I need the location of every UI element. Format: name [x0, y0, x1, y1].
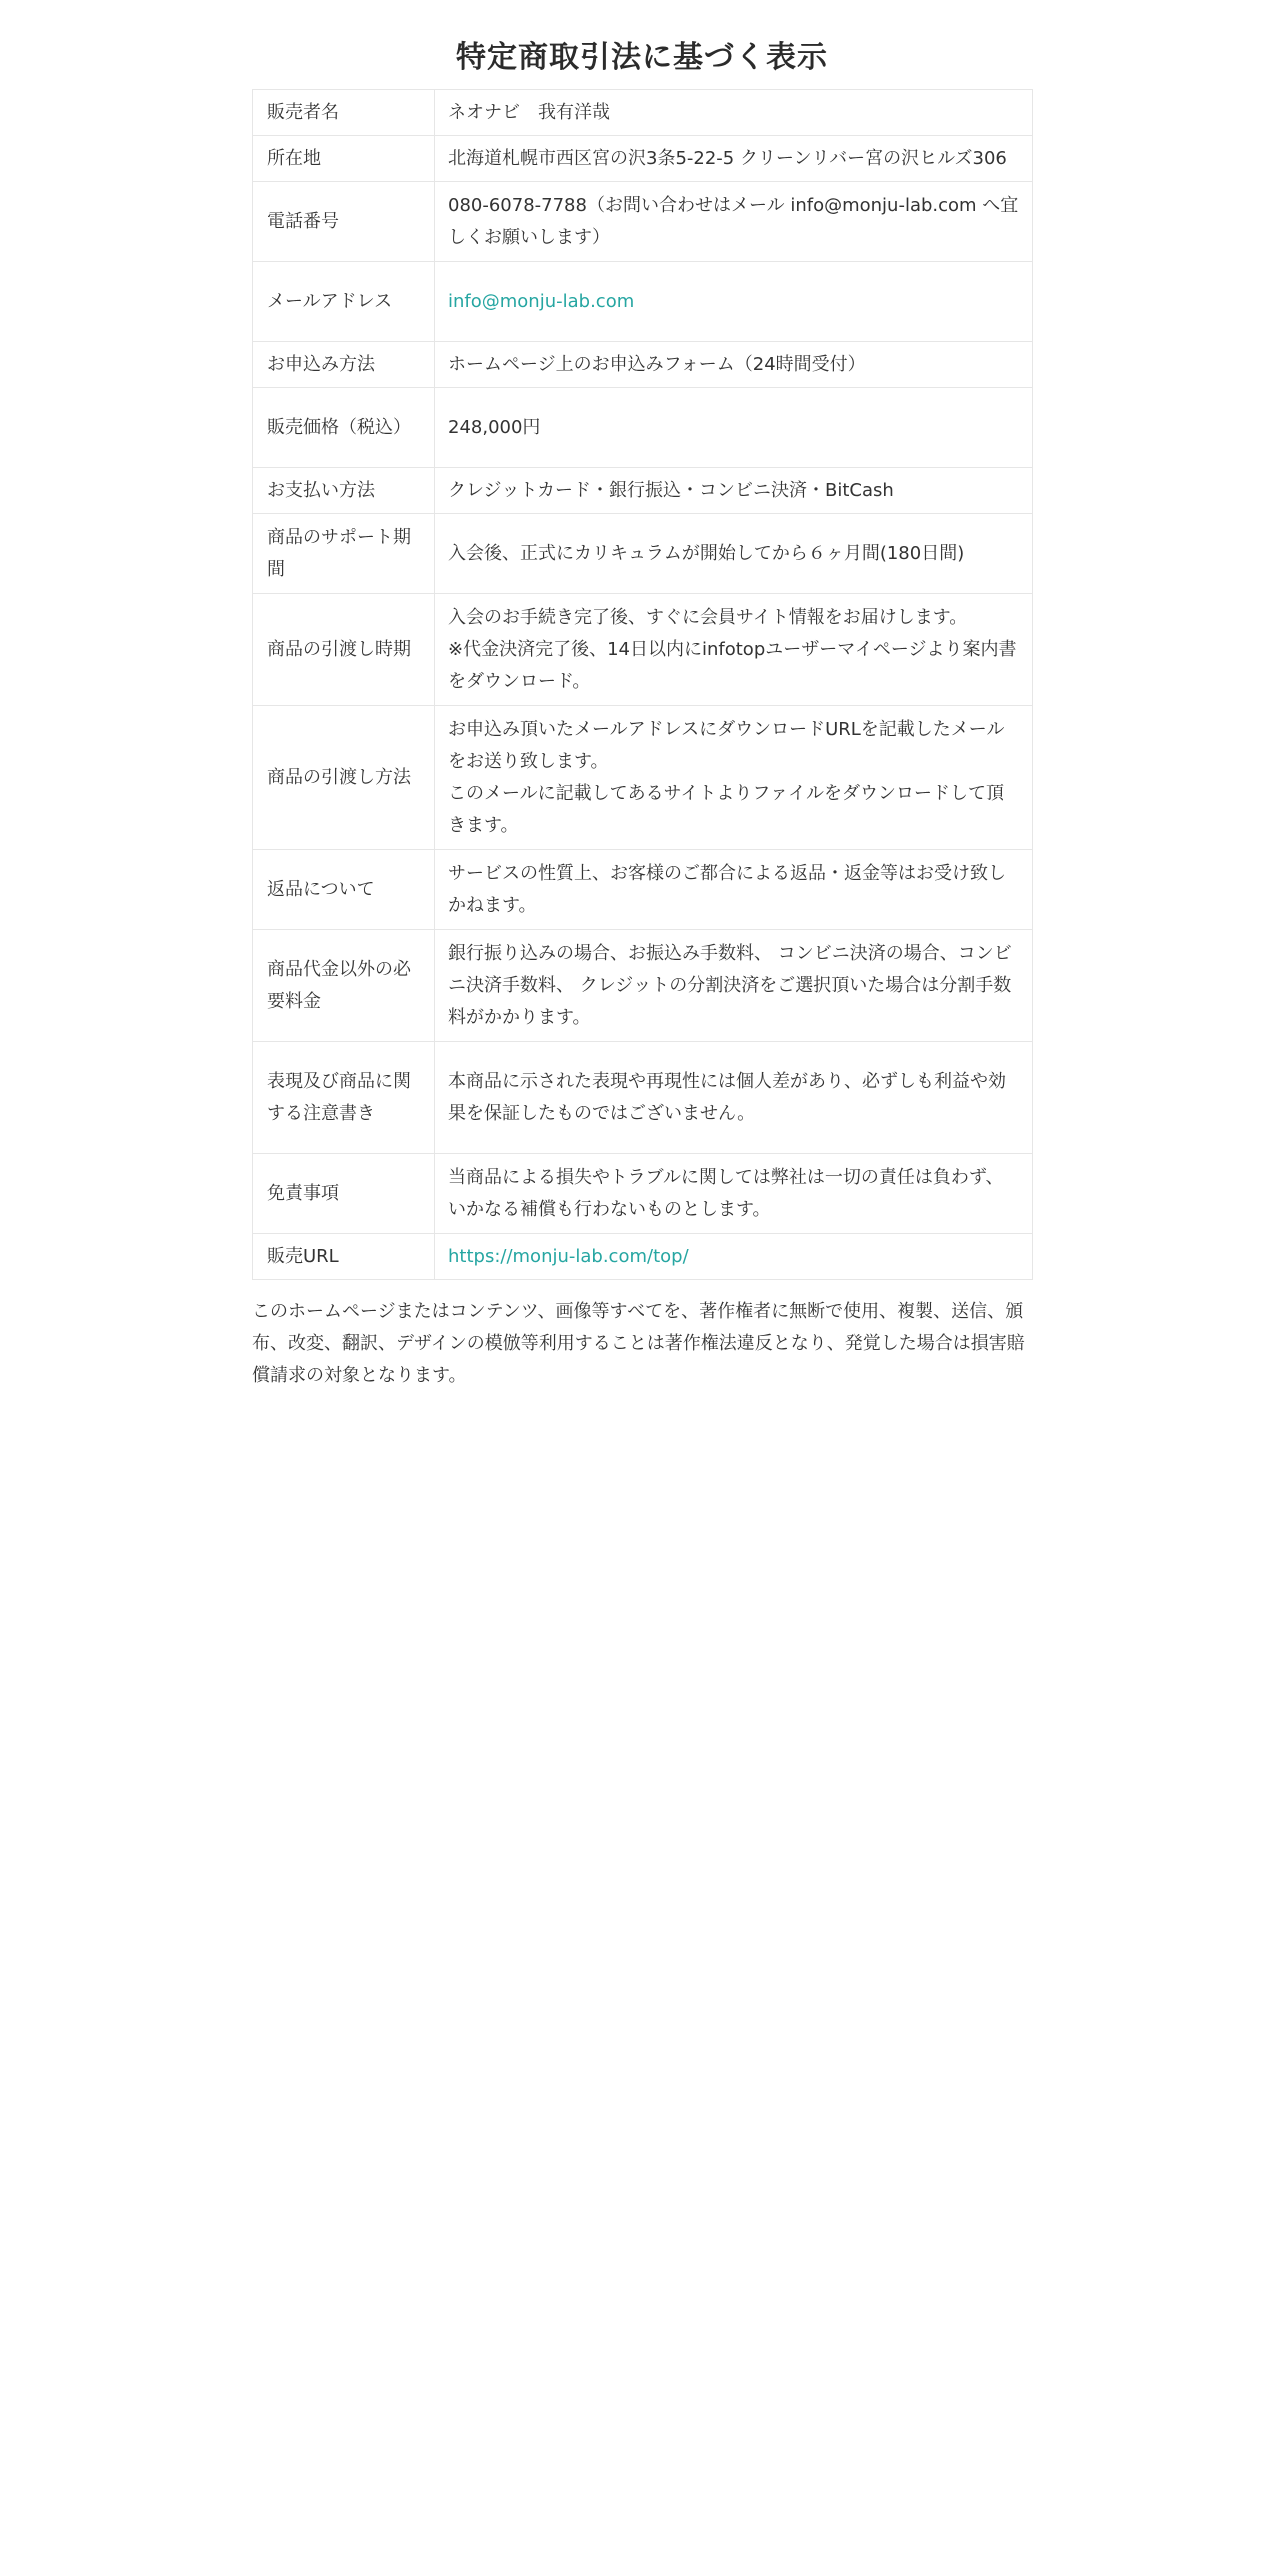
row-label: 電話番号 [253, 182, 435, 262]
row-value: ネオナビ 我有洋哉 [435, 90, 1033, 136]
row-value: 銀行振り込みの場合、お振込み手数料、 コンビニ決済の場合、コンビニ決済手数料、 クレジットの分割決済をご選択頂いた場合は分割手数料がかかります。 [435, 930, 1033, 1042]
table-row-delivery-method [253, 706, 1033, 850]
value-line: ※代金決済完了後、14日以内にinfotopユーザーマイページより案内書をダウンロード。 [448, 638, 1017, 692]
table-row-returns [253, 850, 1033, 930]
row-value: クレジットカード・銀行振込・コンビニ決済・BitCash [435, 468, 1033, 514]
table-row-extra-fees [253, 930, 1033, 1042]
table-row-disclaimer [253, 1154, 1033, 1234]
row-value: 当商品による損失やトラブルに関しては弊社は一切の責任は負わず、 いかなる補償も行わないものとします。 [435, 1154, 1033, 1234]
row-value: 080-6078-7788（お問い合わせはメール info@monju-lab.com へ宜しくお願いします） [435, 182, 1033, 262]
table-row-sales-url [253, 1234, 1033, 1280]
table-row-support-period [253, 514, 1033, 594]
row-label: 商品の引渡し時期 [253, 594, 435, 706]
row-value: サービスの性質上、お客様のご都合による返品・返金等はお受け致しかねます。 [435, 850, 1033, 930]
row-label: 販売価格（税込） [253, 388, 435, 468]
table-row-phone [253, 182, 1033, 262]
row-label: 販売URL [253, 1234, 435, 1280]
row-value: 入会後、正式にカリキュラムが開始してから６ヶ月間(180日間) [435, 514, 1033, 594]
table-row-price [253, 388, 1033, 468]
table-row-order-method [253, 342, 1033, 388]
sales-url-link[interactable]: https://monju-lab.com/top/ [448, 1245, 689, 1267]
copyright-notice: このホームページまたはコンテンツ、画像等すべてを、著作権者に無断で使用、複製、送信、頒布、改変、翻訳、デザインの模倣等利用することは著作権法違反となり、発覚した場合は損害賠償請求の対象となります。 [252, 1301, 1025, 1386]
row-label: お支払い方法 [253, 468, 435, 514]
row-label: 返品について [253, 850, 435, 930]
value-line: 入会のお手続き完了後、すぐに会員サイト情報をお届けします。 [448, 606, 968, 628]
table-row-delivery-time [253, 594, 1033, 706]
row-value: 248,000円 [435, 388, 1033, 468]
row-value [435, 706, 1033, 850]
row-value [435, 262, 1033, 342]
row-label: 所在地 [253, 136, 435, 182]
row-label: 商品の引渡し方法 [253, 706, 435, 850]
row-value: 本商品に示された表現や再現性には個人差があり、必ずしも利益や効果を保証したものではございません。 [435, 1042, 1033, 1154]
page-title: 特定商取引法に基づく表示 [456, 40, 828, 76]
value-line: このメールに記載してあるサイトよりファイルをダウンロードして頂きます。 [448, 782, 1005, 836]
row-label: 免責事項 [253, 1154, 435, 1234]
table-row-seller [253, 90, 1033, 136]
row-label: 販売者名 [253, 90, 435, 136]
table-row-expression-notice [253, 1042, 1033, 1154]
row-label: 商品代金以外の必要料金 [253, 930, 435, 1042]
row-value [435, 1234, 1033, 1280]
table-row-address [253, 136, 1033, 182]
row-value [435, 594, 1033, 706]
email-link[interactable]: info@monju-lab.com [448, 290, 635, 312]
commerce-law-table [252, 89, 1033, 1280]
row-label: メールアドレス [253, 262, 435, 342]
row-value: 北海道札幌市西区宮の沢3条5-22-5 クリーンリバー宮の沢ヒルズ306 [435, 136, 1033, 182]
value-line: お申込み頂いたメールアドレスにダウンロードURLを記載したメールをお送り致します。 [448, 718, 1005, 772]
row-value: ホームページ上のお申込みフォーム（24時間受付） [435, 342, 1033, 388]
table-row-payment [253, 468, 1033, 514]
row-label: 商品のサポート期間 [253, 514, 435, 594]
table-row-email [253, 262, 1033, 342]
row-label: 表現及び商品に関する注意書き [253, 1042, 435, 1154]
row-label: お申込み方法 [253, 342, 435, 388]
